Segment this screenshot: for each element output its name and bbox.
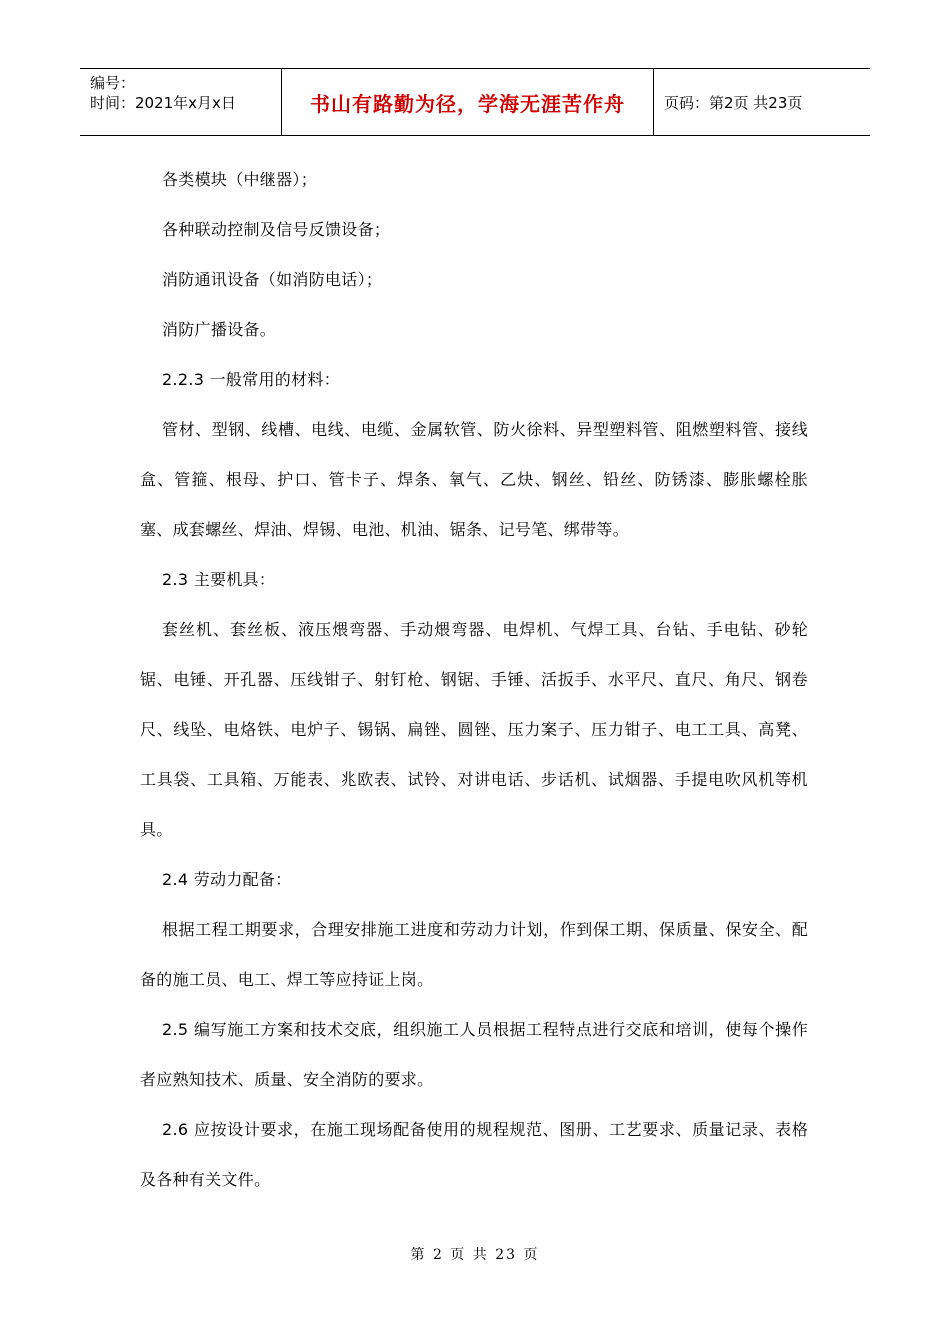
paragraph: 消防通讯设备（如消防电话）；	[162, 270, 383, 289]
paragraph: 根据工程工期要求，合理安排施工进度和劳动力计划，作到保工期、保质量、保安全、配备的施工员、电工、焊工等应持证上岗。	[140, 920, 808, 989]
section-heading: 2.3 主要机具：	[162, 570, 276, 589]
paragraph: 套丝机、套丝板、液压煨弯器、手动煨弯器、电焊机、气焊工具、台钻、手电钻、砂轮锯、电锤、开孔器、压线钳子、射钉枪、钢锯、手锤、活扳手、水平尺、直尺、角尺、钢卷尺、线坠、电烙铁、电炉子、锡锅、扁锉、圆锉、压力案子、压力钳子、电工工具、高凳、工具袋、工具箱、万能表、兆欧表、试铃、对讲电话、步话机、试烟器、手提电吹风机等机具。	[140, 620, 808, 839]
document-number-label: 编号：	[90, 74, 136, 92]
page-header	[80, 68, 870, 136]
document-body	[140, 155, 808, 1205]
paragraph: 各种联动控制及信号反馈设备；	[162, 220, 391, 239]
section-heading: 2.4 劳动力配备：	[162, 870, 292, 889]
header-page-info: 页码：第2页 共23页	[664, 93, 803, 112]
header-motto: 书山有路勤为径，学海无涯苦作舟	[282, 69, 654, 135]
section-heading: 2.2.3 一般常用的材料：	[162, 370, 340, 389]
header-meta	[80, 69, 282, 135]
paragraph: 管材、型钢、线槽、电线、电缆、金属软管、防火徐料、异型塑料管、阻燃塑料管、接线盒、管箍、根母、护口、管卡子、焊条、氧气、乙炔、钢丝、铅丝、防锈漆、膨胀螺栓胀塞、成套螺丝、焊油、焊锡、电池、机油、锯条、记号笔、绑带等。	[140, 420, 808, 539]
paragraph: 2.5 编写施工方案和技术交底，组织施工人员根据工程特点进行交底和培训，使每个操作者应熟知技术、质量、安全消防的要求。	[140, 1020, 808, 1089]
document-date: 时间：2021年x月x日	[90, 94, 236, 112]
paragraph: 消防广播设备。	[162, 320, 277, 339]
paragraph: 各类模块（中继器）；	[162, 170, 318, 189]
page-footer: 第 2 页 共 23 页	[410, 1247, 540, 1263]
paragraph: 2.6 应按设计要求，在施工现场配备使用的规程规范、图册、工艺要求、质量记录、表格及各种有关文件。	[140, 1120, 808, 1189]
